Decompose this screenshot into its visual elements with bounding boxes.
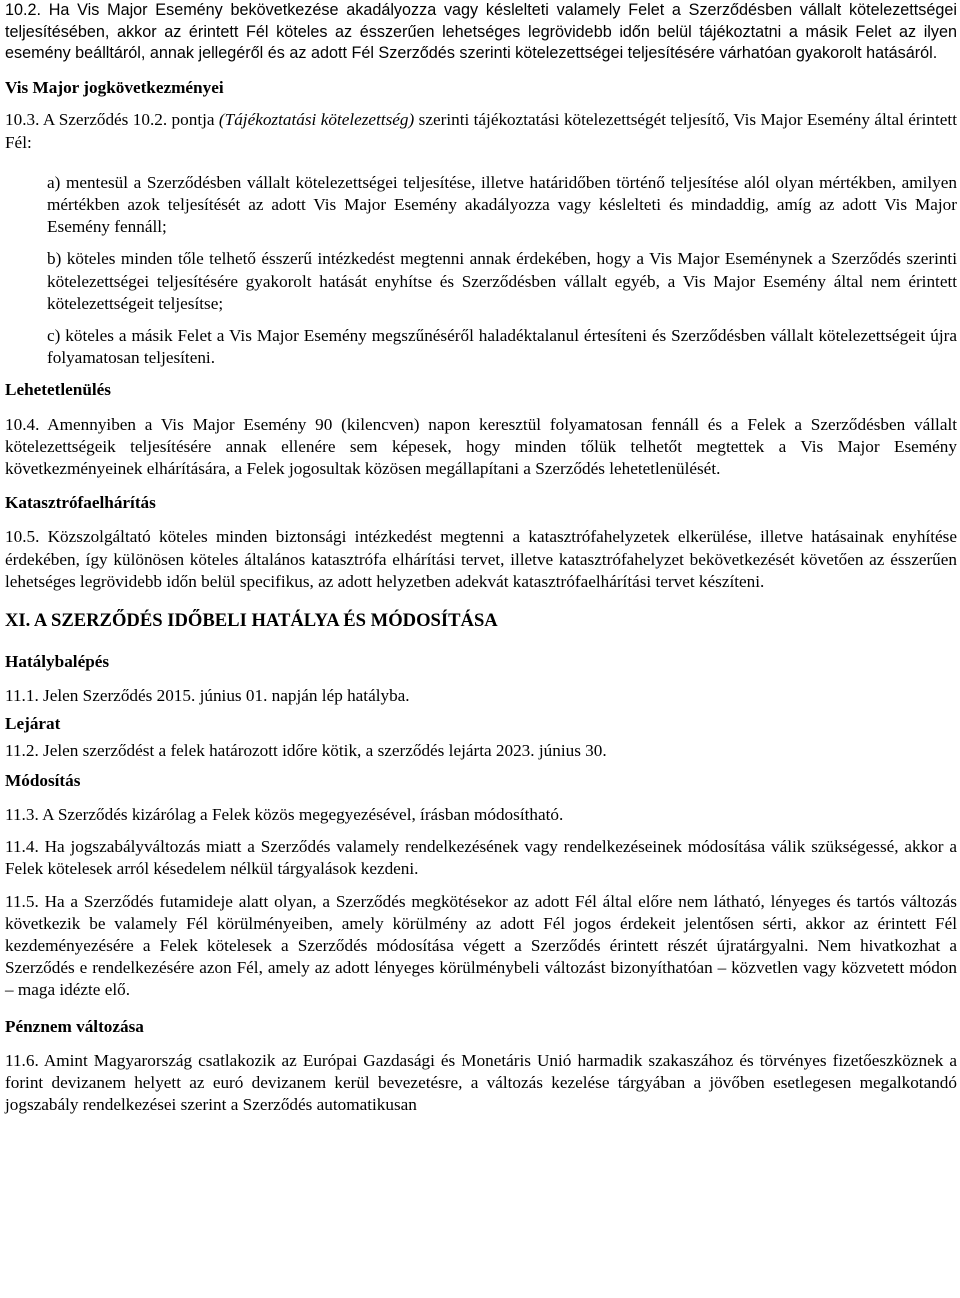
paragraph-10-2: 10.2. Ha Vis Major Esemény bekövetkezése akadályozza vagy késlelteti valamely Felet a Szerződésben vállalt kötelezettségei teljesítésében, akkor az érintett Fél köteles az ésszerűen lehetséges legrövidebb időn belül tájékoztatni a másik Felet az ilyen esemény beálltáról, annak jellegéről és az adott Fél Szerződés szerinti kötelezettségei teljesítésére várhatóan gyakorolt hatásáról. — [5, 1, 957, 63]
heading-lehetetlenules: Lehetetlenülés — [5, 380, 111, 400]
paragraph-10-4: 10.4. Amennyiben a Vis Major Esemény 90 (kilencven) napon keresztül folyamatosan fennáll és a Felek a Szerződésben vállalt kötelezettségeik teljesítésére annak ellenére sem képesek, hogy minden tőlük telhetőt megtettek a Vis Major Esemény következményeinek elhárítására, a Felek jogosultak közösen megállapítani a Szerződés lehetetlenülését. — [5, 414, 957, 478]
section-title-xi: XI. A SZERZŐDÉS IDŐBELI HATÁLYA ÉS MÓDOSÍTÁSA — [5, 609, 498, 631]
heading-penznem-valtozasa: Pénznem változása — [5, 1016, 144, 1036]
paragraph-11-3: 11.3. A Szerződés kizárólag a Felek közös megegyezésével, írásban módosítható. — [5, 804, 564, 824]
document-page — [5, 0, 957, 1116]
paragraph-10-3-after: szerinti tájékoztatási kötelezettségét teljesítő, Vis Major Esemény által érintett Fél: — [5, 110, 957, 152]
paragraph-10-3 — [5, 109, 957, 153]
list-item-b: b) köteles minden tőle telhető ésszerű intézkedést megtenni annak érdekében, hogy a Vis Major Eseménynek a Szerződés szerinti kötelezettségei teljesítésére gyakorolt hatását enyhítse és Szerződésben vállalt egyéb, a Vis Major Esemény által nem érintett kötelezettségeit teljesítse; — [47, 249, 957, 313]
list-item-a: a) mentesül a Szerződésben vállalt kötelezettségei teljesítése, illetve határidőben történő teljesítése alól olyan mértékben, amilyen mértékben azok teljesítését az adott Vis Major Esemény akadályozza vagy késlelteti és mindaddig, amíg az adott Vis Major Esemény fennáll; — [47, 172, 957, 237]
heading-lejarat: Lejárat — [5, 714, 61, 734]
heading-katasztrofaelharitas: Katasztrófaelhárítás — [5, 493, 156, 513]
paragraph-10-5: 10.5. Közszolgáltató köteles minden biztonsági intézkedést megtenni a katasztrófahelyzetek elkerülése, illetve hatásainak enyhítése érdekében, így különösen köteles általános katasztrófa elhárítási tervet, illetve katasztrófahelyzet bekövetkezését követően az ésszerűen lehetséges legrövidebb időn belül specifikus, az adott helyzetben adekvát katasztrófaelhárítási tervet készíteni. — [5, 527, 957, 591]
paragraph-11-6: 11.6. Amint Magyarország csatlakozik az Európai Gazdasági és Monetáris Unió harmadik szakaszához és törvényes fizetőeszköznek a forint devizanem helyett az euró devizanem kerül bevezetésre, a változás kezelése tárgyában a jövőben esetlegesen megalkotandó jogszabály rendelkezései szerint a Szerződés automatikusan — [5, 1050, 957, 1115]
list-item-c: c) köteles a másik Felet a Vis Major Esemény megszűnéséről haladéktalanul értesíteni és Szerződésben vállalt kötelezettségeit újra folyamatosan teljesíteni. — [47, 325, 957, 368]
paragraph-10-3-before: 10.3. A Szerződés 10.2. pontja — [5, 110, 219, 130]
heading-modositas: Módosítás — [5, 770, 81, 790]
paragraph-10-3-italic: (Tájékoztatási kötelezettség) — [218, 110, 415, 130]
paragraph-11-5: 11.5. Ha a Szerződés futamideje alatt olyan, a Szerződés megkötésekor az adott Fél által előre nem látható, lényeges és tartós változás következik be valamely Fél körülményeiben, amely körülmény az adott Fél jogos érdekeit jelentősen sérti, akkor az érintett Fél kezdeményezésére a Felek kötelesek a Szerződés módosítása végett a Szerződés érintett részét újratárgyalni. Nem hivatkozhat a Szerződés e rendelkezésére azon Fél, amely az adott lényeges körülménybeli változást bizonyíthatóan – közvetlen vagy közvetett módon – maga idézte elő. — [5, 891, 957, 1000]
heading-hatalybalepes: Hatálybalépés — [5, 651, 110, 671]
paragraph-11-2: 11.2. Jelen szerződést a felek határozott időre kötik, a szerződés lejárta 2023. június 30. — [5, 740, 607, 760]
paragraph-11-4: 11.4. Ha jogszabályváltozás miatt a Szerződés valamely rendelkezésének vagy rendelkezéseinek módosítása válik szükségessé, akkor a Felek kötelesek arról késedelem nélkül tárgyalások kezdeni. — [5, 837, 957, 879]
paragraph-11-1: 11.1. Jelen Szerződés 2015. június 01. napján lép hatályba. — [5, 686, 410, 706]
heading-vis-major-consequences: Vis Major jogkövetkezményei — [5, 78, 224, 98]
